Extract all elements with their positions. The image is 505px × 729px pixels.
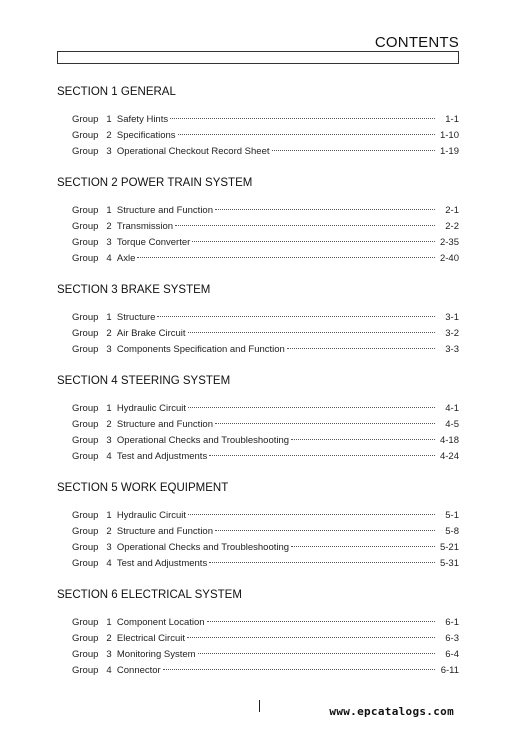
group-number: Group 1 <box>72 114 112 125</box>
entry-title: Components Specification and Function <box>116 344 285 355</box>
section <box>57 84 459 160</box>
group-number: Group 1 <box>72 617 112 628</box>
dot-leader <box>272 150 435 151</box>
group-number: Group 3 <box>72 146 112 157</box>
toc-entry[interactable] <box>57 326 459 342</box>
entry-title: Specifications <box>116 130 176 141</box>
dot-leader <box>188 407 435 408</box>
entry-title: Test and Adjustments <box>116 558 208 569</box>
page-number: 2-2 <box>445 221 459 232</box>
page-number: 4-18 <box>439 435 459 446</box>
toc-entry[interactable] <box>57 235 459 251</box>
toc-entry[interactable] <box>57 631 459 647</box>
toc-entry[interactable] <box>57 540 459 556</box>
dot-leader <box>215 530 435 531</box>
dot-leader <box>287 348 435 349</box>
group-number: Group 4 <box>72 253 112 264</box>
toc-entry[interactable] <box>57 524 459 540</box>
section <box>57 480 459 572</box>
page-number: 1-1 <box>445 114 459 125</box>
group-number: Group 2 <box>72 419 112 430</box>
dot-leader <box>137 257 435 258</box>
dot-leader <box>163 669 435 670</box>
group-number: Group 1 <box>72 403 112 414</box>
page-number: 6-1 <box>445 617 459 628</box>
entry-title: Axle <box>116 253 136 264</box>
section-title: SECTION 3 BRAKE SYSTEM <box>57 284 211 296</box>
group-number: Group 4 <box>72 451 112 462</box>
page-number: 2-40 <box>439 253 459 264</box>
page-number: 2-1 <box>445 205 459 216</box>
dot-leader <box>170 118 435 119</box>
group-number: Group 2 <box>72 221 112 232</box>
entry-title: Connector <box>116 665 161 676</box>
group-number: Group 1 <box>72 312 112 323</box>
footer-url[interactable]: www.epcatalogs.com <box>329 705 454 718</box>
page-number: 6-11 <box>440 665 459 676</box>
dot-leader <box>187 637 435 638</box>
dot-leader <box>175 225 435 226</box>
toc-entry[interactable] <box>57 251 459 267</box>
entry-title: Structure and Function <box>116 419 213 430</box>
toc-entry[interactable] <box>57 663 459 679</box>
dot-leader <box>215 423 435 424</box>
entry-title: Electrical Circuit <box>116 633 185 644</box>
page-number: 3-2 <box>445 328 459 339</box>
page-number: 5-1 <box>445 510 459 521</box>
entry-title: Torque Converter <box>116 237 191 248</box>
group-number: Group 3 <box>72 344 112 355</box>
dot-leader <box>215 209 435 210</box>
section-title: SECTION 2 POWER TRAIN SYSTEM <box>57 177 253 189</box>
page-number: 4-1 <box>445 403 459 414</box>
group-number: Group 1 <box>72 205 112 216</box>
toc-entry[interactable] <box>57 128 459 144</box>
group-number: Group 2 <box>72 130 112 141</box>
page-number: 6-3 <box>445 633 459 644</box>
entry-title: Transmission <box>116 221 174 232</box>
section-title: SECTION 6 ELECTRICAL SYSTEM <box>57 589 242 601</box>
group-number: Group 2 <box>72 633 112 644</box>
dot-leader <box>291 546 435 547</box>
page-number: 3-3 <box>445 344 459 355</box>
entry-title: Operational Checkout Record Sheet <box>116 146 270 157</box>
group-number: Group 1 <box>72 510 112 521</box>
title-bar <box>57 51 459 64</box>
group-number: Group 3 <box>72 649 112 660</box>
section <box>57 587 459 679</box>
page-number: 3-1 <box>445 312 459 323</box>
entry-title: Structure <box>116 312 156 323</box>
toc-entry[interactable] <box>57 647 459 663</box>
dot-leader <box>207 621 435 622</box>
toc-entry[interactable] <box>57 449 459 465</box>
entry-title: Structure and Function <box>116 526 213 537</box>
toc-entry[interactable] <box>57 310 459 326</box>
toc-entry[interactable] <box>57 342 459 358</box>
dot-leader <box>198 653 435 654</box>
page-number: 5-8 <box>445 526 459 537</box>
section-title: SECTION 4 STEERING SYSTEM <box>57 375 231 387</box>
toc-entry[interactable] <box>57 615 459 631</box>
page-number: 1-10 <box>439 130 459 141</box>
section <box>57 282 459 358</box>
page-title: CONTENTS <box>374 34 459 51</box>
toc-entry[interactable] <box>57 219 459 235</box>
entry-title: Hydraulic Circuit <box>116 510 187 521</box>
toc-entry[interactable] <box>57 417 459 433</box>
toc-entry[interactable] <box>57 112 459 128</box>
dot-leader <box>188 514 435 515</box>
section-title: SECTION 1 GENERAL <box>57 86 176 98</box>
group-number: Group 3 <box>72 435 112 446</box>
page-number: 4-24 <box>439 451 459 462</box>
section-title: SECTION 5 WORK EQUIPMENT <box>57 482 229 494</box>
section <box>57 175 459 267</box>
group-number: Group 3 <box>72 542 112 553</box>
group-number: Group 4 <box>72 665 112 676</box>
entry-title: Test and Adjustments <box>116 451 208 462</box>
entry-title: Structure and Function <box>116 205 213 216</box>
dot-leader <box>192 241 435 242</box>
dot-leader <box>291 439 435 440</box>
entry-title: Air Brake Circuit <box>116 328 186 339</box>
group-number: Group 2 <box>72 328 112 339</box>
page-number: 4-5 <box>445 419 459 430</box>
toc-entry[interactable] <box>57 144 459 160</box>
page-number: 5-31 <box>439 558 459 569</box>
entry-title: Operational Checks and Troubleshooting <box>116 435 290 446</box>
section <box>57 373 459 465</box>
dot-leader <box>209 455 435 456</box>
entry-title: Safety Hints <box>116 114 169 125</box>
page-number: 5-21 <box>439 542 459 553</box>
dot-leader <box>188 332 435 333</box>
entry-title: Monitoring System <box>116 649 196 660</box>
entry-title: Hydraulic Circuit <box>116 403 187 414</box>
dot-leader <box>157 316 435 317</box>
dot-leader <box>178 134 435 135</box>
footer-divider <box>259 700 260 712</box>
group-number: Group 2 <box>72 526 112 537</box>
group-number: Group 4 <box>72 558 112 569</box>
page-number: 1-19 <box>439 146 459 157</box>
page-number: 6-4 <box>445 649 459 660</box>
entry-title: Operational Checks and Troubleshooting <box>116 542 290 553</box>
toc-entry[interactable] <box>57 203 459 219</box>
entry-title: Component Location <box>116 617 205 628</box>
toc-entry[interactable] <box>57 556 459 572</box>
group-number: Group 3 <box>72 237 112 248</box>
toc-entry[interactable] <box>57 508 459 524</box>
toc-entry[interactable] <box>57 401 459 417</box>
page-number: 2-35 <box>439 237 459 248</box>
toc-entry[interactable] <box>57 433 459 449</box>
dot-leader <box>209 562 435 563</box>
